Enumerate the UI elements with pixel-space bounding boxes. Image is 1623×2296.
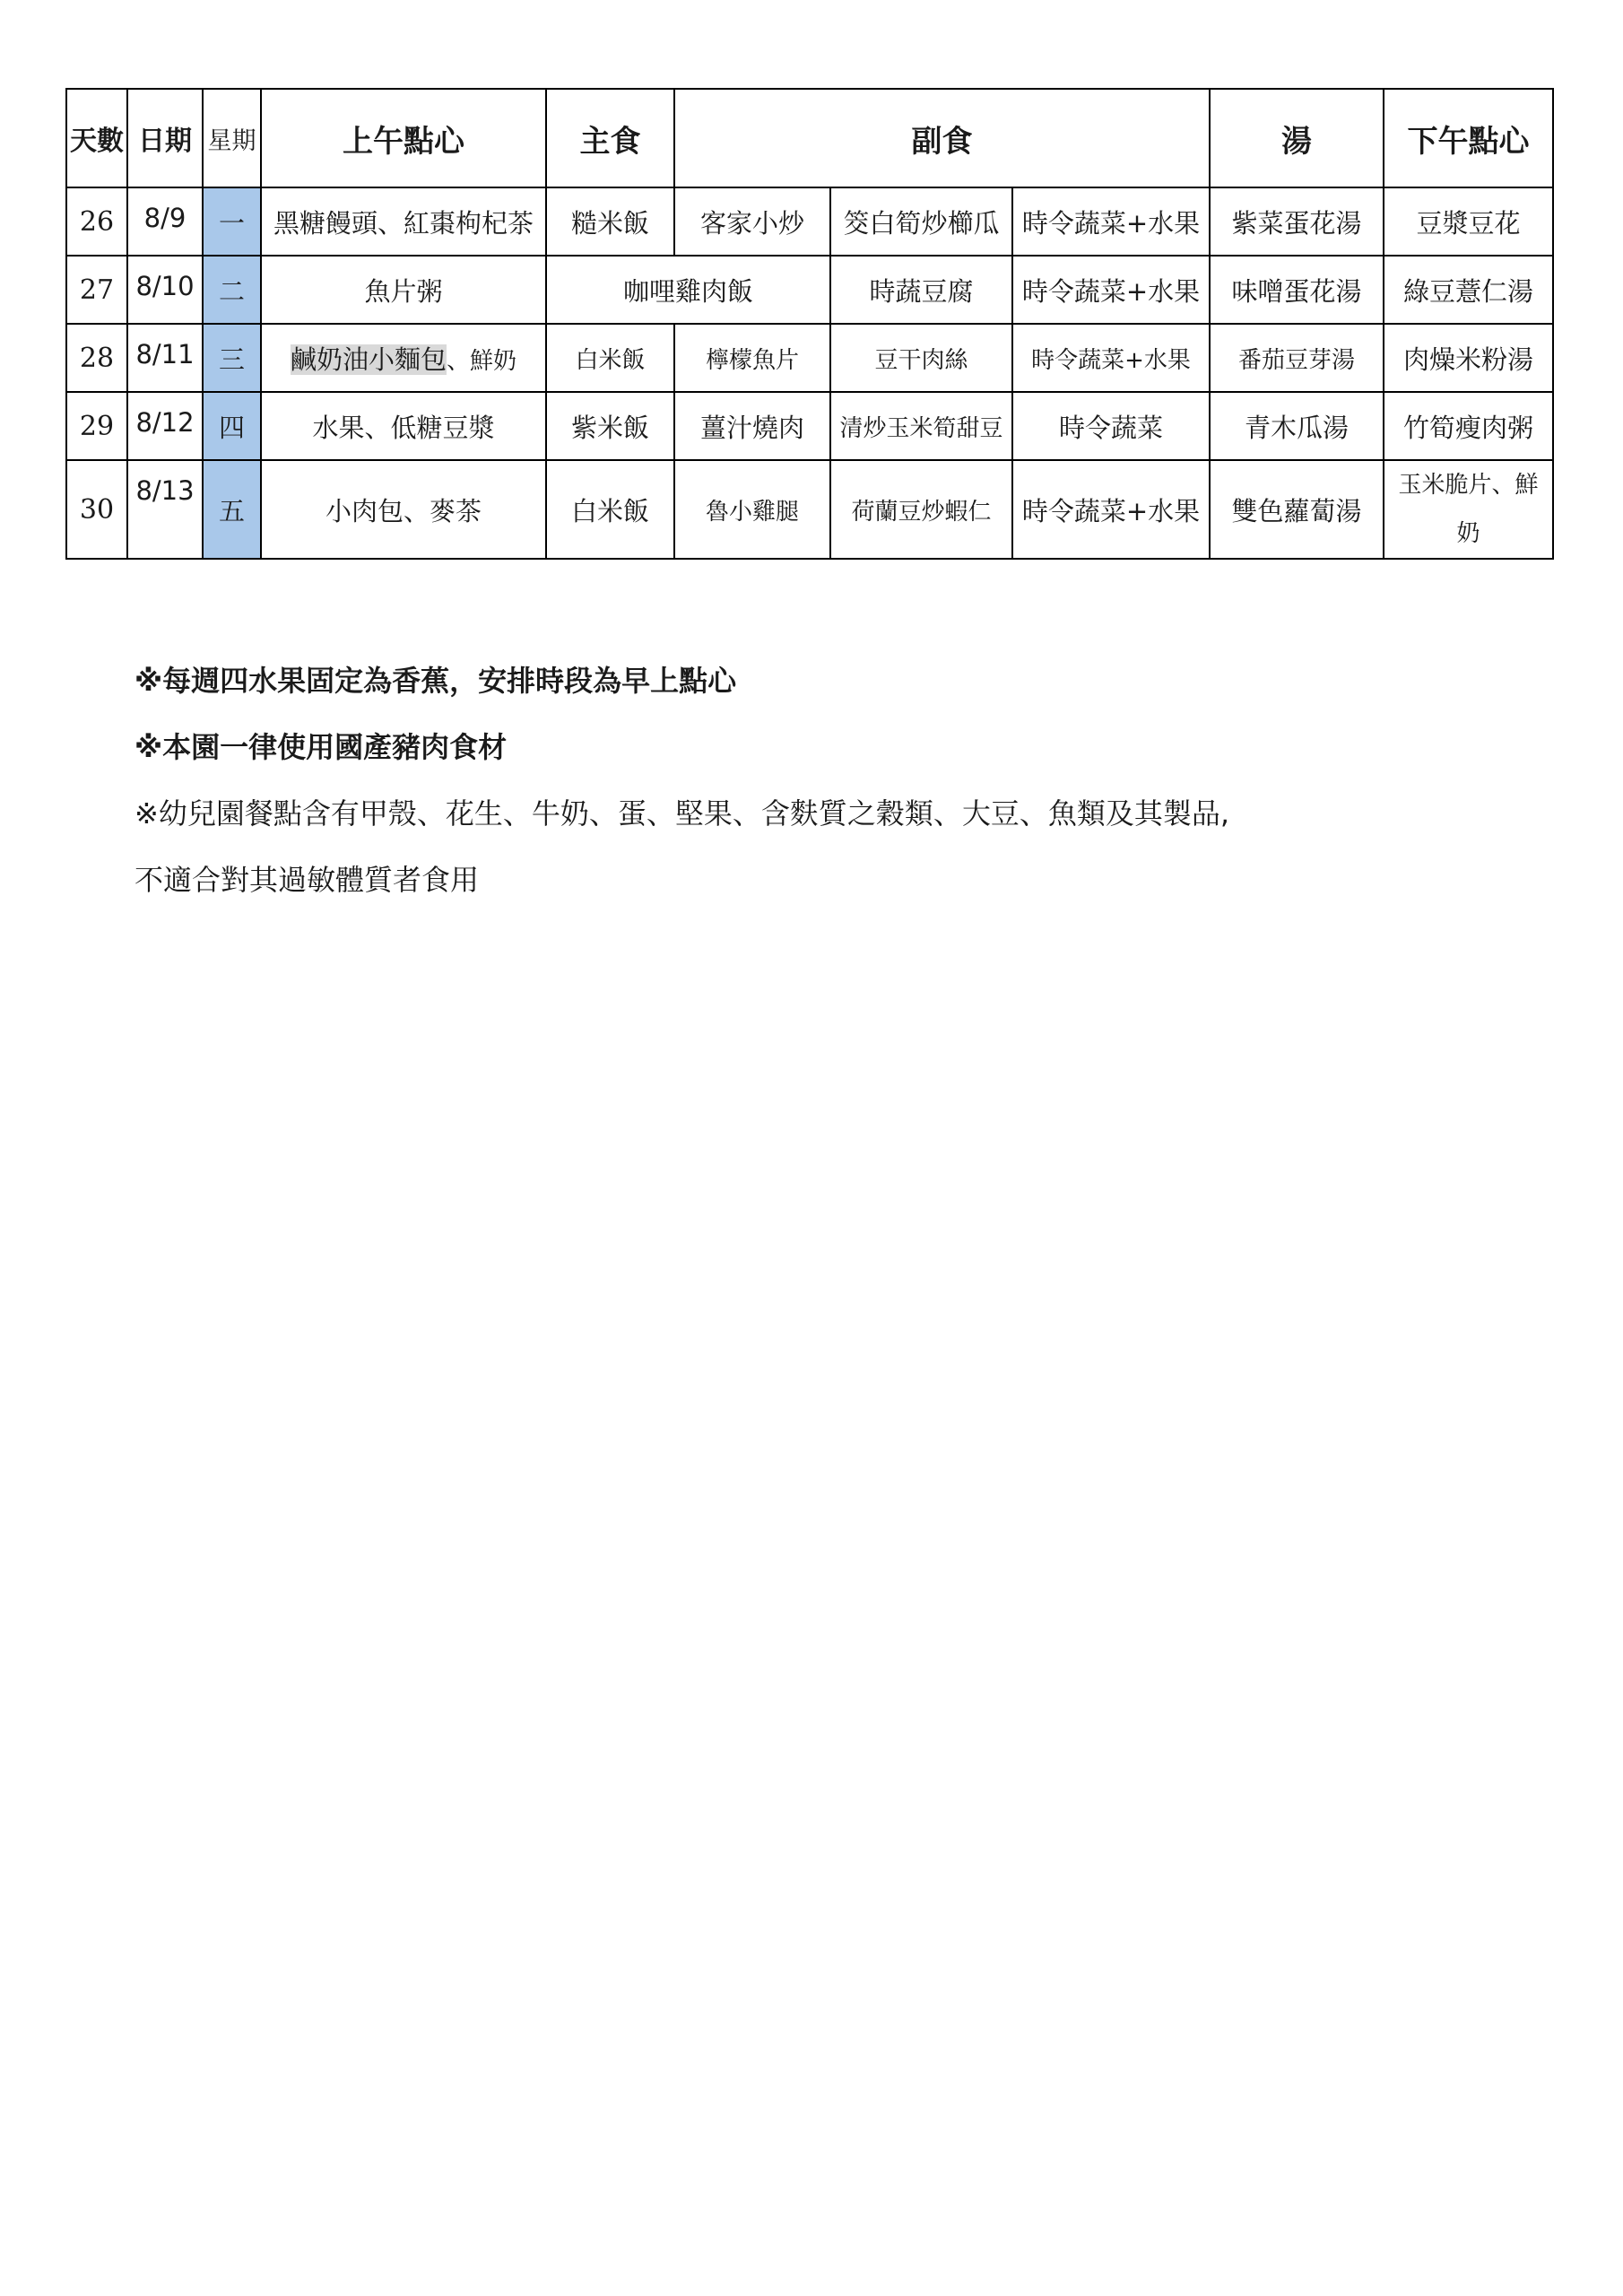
soup-cell: 味噌蛋花湯	[1210, 256, 1384, 324]
soup-cell: 紫菜蛋花湯	[1210, 187, 1384, 256]
day-cell: 29	[66, 392, 127, 460]
note-allergy-warning: 不適合對其過敏體質者食用	[135, 863, 480, 897]
side3-cell: 時令蔬菜+水果	[1012, 256, 1210, 324]
highlighted-text: 鹹奶油小麵包	[290, 344, 447, 375]
date-cell: 8/11	[127, 324, 203, 392]
am-snack-cell: 魚片粥	[261, 256, 546, 324]
side1-cell: 檸檬魚片	[674, 324, 830, 392]
staple-cell: 紫米飯	[546, 392, 674, 460]
am-snack-rest: 、鮮奶	[447, 347, 517, 375]
date-cell: 8/9	[127, 187, 203, 256]
note-banana: ※每週四水果固定為香蕉，安排時段為早上點心	[135, 664, 737, 698]
side3-cell: 時令蔬菜+水果	[1012, 324, 1210, 392]
am-snack-cell: 水果、低糖豆漿	[261, 392, 546, 460]
header-pm-snack: 下午點心	[1384, 89, 1553, 187]
side2-cell: 時蔬豆腐	[830, 256, 1012, 324]
pm-snack-cell: 綠豆薏仁湯	[1384, 256, 1553, 324]
staple-cell: 白米飯	[546, 324, 674, 392]
header-date: 日期	[127, 89, 203, 187]
day-cell: 30	[66, 460, 127, 559]
day-cell: 28	[66, 324, 127, 392]
side3-cell: 時令蔬菜+水果	[1012, 460, 1210, 559]
table-row	[66, 460, 1553, 559]
side1-cell: 魯小雞腿	[674, 460, 830, 559]
soup-cell: 番茄豆芽湯	[1210, 324, 1384, 392]
side1-cell: 客家小炒	[674, 187, 830, 256]
pm-snack-cell: 肉燥米粉湯	[1384, 324, 1553, 392]
weekday-cell: 二	[203, 256, 261, 324]
side3-cell: 時令蔬菜+水果	[1012, 187, 1210, 256]
table-row	[66, 187, 1553, 256]
side2-cell: 清炒玉米筍甜豆	[830, 392, 1012, 460]
side2-cell: 筊白筍炒櫛瓜	[830, 187, 1012, 256]
header-row	[66, 89, 1553, 187]
header-staple: 主食	[546, 89, 674, 187]
date-cell: 8/12	[127, 392, 203, 460]
pm-snack-cell: 豆漿豆花	[1384, 187, 1553, 256]
am-snack-cell: 黑糖饅頭、紅棗枸杞茶	[261, 187, 546, 256]
day-cell: 26	[66, 187, 127, 256]
staple-cell: 白米飯	[546, 460, 674, 559]
pm-snack-cell: 竹筍瘦肉粥	[1384, 392, 1553, 460]
date-cell: 8/13	[127, 460, 203, 559]
day-cell: 27	[66, 256, 127, 324]
am-snack-cell: 小肉包、麥茶	[261, 460, 546, 559]
lunch-menu-table	[65, 88, 1554, 560]
weekday-cell: 四	[203, 392, 261, 460]
staple-cell: 糙米飯	[546, 187, 674, 256]
weekday-cell: 三	[203, 324, 261, 392]
date-cell: 8/10	[127, 256, 203, 324]
header-weekday: 星期	[203, 89, 261, 187]
header-day: 天數	[66, 89, 127, 187]
side2-cell: 荷蘭豆炒蝦仁	[830, 460, 1012, 559]
notes-section	[135, 664, 1229, 929]
pm-snack-cell: 玉米脆片、鮮奶	[1384, 460, 1553, 559]
header-am-snack: 上午點心	[261, 89, 546, 187]
soup-cell: 雙色蘿蔔湯	[1210, 460, 1384, 559]
header-side: 副食	[674, 89, 1210, 187]
header-soup: 湯	[1210, 89, 1384, 187]
table-row	[66, 324, 1553, 392]
table-row	[66, 392, 1553, 460]
am-snack-cell	[261, 324, 546, 392]
side1-cell: 薑汁燒肉	[674, 392, 830, 460]
staple-side1-cell: 咖哩雞肉飯	[546, 256, 830, 324]
weekday-cell: 一	[203, 187, 261, 256]
note-pork: ※本園一律使用國產豬肉食材	[135, 730, 508, 764]
table-row	[66, 256, 1553, 324]
soup-cell: 青木瓜湯	[1210, 392, 1384, 460]
side3-cell: 時令蔬菜	[1012, 392, 1210, 460]
side2-cell: 豆干肉絲	[830, 324, 1012, 392]
weekday-cell: 五	[203, 460, 261, 559]
note-allergens: ※幼兒園餐點含有甲殼、花生、牛奶、蛋、堅果、含麩質之穀類、大豆、魚類及其製品,	[135, 796, 1229, 831]
